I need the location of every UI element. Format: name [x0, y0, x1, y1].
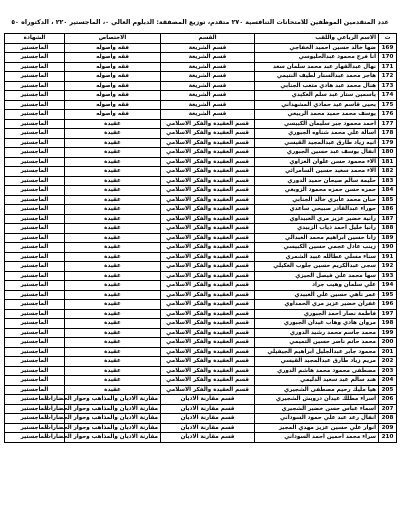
degree: الماجستير — [5, 157, 65, 167]
applicant-name: يوسف محمد حميد محمد الربيعي — [255, 110, 379, 120]
degree: الماجستير — [5, 129, 65, 139]
row-number: 201 — [379, 347, 397, 357]
header-num: ت — [379, 34, 397, 44]
table-row — [5, 347, 397, 357]
applicant-name: نهال عبدالقهار عبد محمد سلمان سعد — [255, 62, 379, 72]
department: قسم العقيدة والفكر الاسلامي — [161, 243, 255, 253]
applicant-name: حوراء عبدالقادر صبيحي ساعدي — [255, 205, 379, 215]
table-row — [5, 423, 397, 433]
applicant-name: يحيى قاسم عيد حمادي المشهداني — [255, 100, 379, 110]
specialization: عقيدة — [65, 138, 161, 148]
department: قسم العقيدة والفكر الاسلامي — [161, 138, 255, 148]
table-row — [5, 157, 397, 167]
department: قسم العقيدة والفكر الاسلامي — [161, 385, 255, 395]
table-row — [5, 214, 397, 224]
table-row — [5, 271, 397, 281]
row-number: 188 — [379, 224, 397, 234]
row-number: 199 — [379, 328, 397, 338]
department: قسم الشريعة — [161, 81, 255, 91]
table-row — [5, 91, 397, 101]
degree: الماجستير — [5, 224, 65, 234]
table-row — [5, 195, 397, 205]
department: قسم العقيدة والفكر الاسلامي — [161, 357, 255, 367]
department: قسم العقيدة والفكر الاسلامي — [161, 300, 255, 310]
table-row — [5, 138, 397, 148]
table-row — [5, 252, 397, 262]
table-row — [5, 338, 397, 348]
table-row — [5, 366, 397, 376]
department: قسم العقيدة والفكر الاسلامي — [161, 119, 255, 129]
specialization: عقيدة — [65, 347, 161, 357]
specialization: عقيدة — [65, 148, 161, 158]
specialization: عقيدة — [65, 328, 161, 338]
applicant-name: زانا حسين ابراهيم محمد العبدالي — [255, 233, 379, 243]
department: قسم العقيدة والفكر الاسلامي — [161, 271, 255, 281]
table-row — [5, 319, 397, 329]
row-number: 204 — [379, 376, 397, 386]
table-row — [5, 395, 397, 405]
table-row — [5, 119, 397, 129]
department: قسم العقيدة والفكر الاسلامي — [161, 366, 255, 376]
degree: الماجستير — [5, 252, 65, 262]
row-number: 191 — [379, 252, 397, 262]
specialization: عقيدة — [65, 157, 161, 167]
specialization: عقيدة — [65, 338, 161, 348]
degree: الماجستير — [5, 72, 65, 82]
degree: الماجستير — [5, 138, 65, 148]
degree: الماجستير — [5, 328, 65, 338]
specialization: عقيدة — [65, 205, 161, 215]
applicant-name: محمود جابر عبدالجليل ابراهيم الجيفيلي — [255, 347, 379, 357]
header-spec: الاختصاص — [65, 34, 161, 44]
degree: الماجستير — [5, 167, 65, 177]
row-number: 192 — [379, 262, 397, 272]
department: قسم العقيدة والفكر الاسلامي — [161, 328, 255, 338]
department: قسم العقيدة والفكر الاسلامي — [161, 148, 255, 158]
department: قسم العقيدة والفكر الاسلامي — [161, 167, 255, 177]
degree: الماجستير — [5, 110, 65, 120]
table-row — [5, 328, 397, 338]
specialization: عقيدة — [65, 290, 161, 300]
applicant-name: مصطفى محمود محمد هاشم الدوري — [255, 366, 379, 376]
applicant-name: سجى عبدالكريم حسين جلوب العكيلي — [255, 262, 379, 272]
specialization: عقيدة — [65, 319, 161, 329]
specialization: عقيدة — [65, 176, 161, 186]
applicant-name: حليمة سالم صيحان حميد الدوري — [255, 176, 379, 186]
row-number: 182 — [379, 167, 397, 177]
degree: الماجستير — [5, 205, 65, 215]
specialization: عقيدة — [65, 262, 161, 272]
degree: الماجستير — [5, 176, 65, 186]
applicant-name: هنال محمد عبد هادي متعب الجنابي — [255, 81, 379, 91]
applicant-name: رانيا خليل احمد ذياب الزبيدي — [255, 224, 379, 234]
specialization: فقه واصوله — [65, 72, 161, 82]
department: قسم العقيدة والفكر الاسلامي — [161, 376, 255, 386]
applicant-name: انفال يوسف عبد حسين الجبوري — [255, 148, 379, 158]
table-row — [5, 53, 397, 63]
header-name: الاسم الرباعي واللقب — [255, 34, 379, 44]
applicant-name: انفال رعد عبد علي حمود السوداني — [255, 414, 379, 424]
department: قسم العقيدة والفكر الاسلامي — [161, 290, 255, 300]
row-number: 183 — [379, 176, 397, 186]
applicant-name: انا فرج محمود عبدالحليوسي — [255, 53, 379, 63]
row-number: 200 — [379, 338, 397, 348]
degree: الماجستير — [5, 100, 65, 110]
table-row — [5, 148, 397, 158]
row-number: 208 — [379, 414, 397, 424]
department: قسم مقارنة الاديان — [161, 423, 255, 433]
specialization: فقه واصوله — [65, 110, 161, 120]
applicants-table — [4, 33, 397, 443]
table-header-row — [5, 34, 397, 44]
row-number: 173 — [379, 81, 397, 91]
department: قسم الشريعة — [161, 110, 255, 120]
applicant-name: حمزه حسن حمزه محمود الزوبعي — [255, 186, 379, 196]
table-row — [5, 43, 397, 53]
table-row — [5, 290, 397, 300]
specialization: عقيدة — [65, 252, 161, 262]
degree: الماجستير — [5, 347, 65, 357]
department: قسم الشريعة — [161, 100, 255, 110]
degree: الماجستير — [5, 319, 65, 329]
specialization: فقه واصوله — [65, 43, 161, 53]
department: قسم العقيدة والفكر الاسلامي — [161, 186, 255, 196]
specialization: عقيدة — [65, 271, 161, 281]
row-number: 194 — [379, 281, 397, 291]
degree: الماجستير — [5, 366, 65, 376]
degree: الماجستير — [5, 262, 65, 272]
table-row — [5, 81, 397, 91]
department: قسم العقيدة والفكر الاسلامي — [161, 347, 255, 357]
specialization: مقارنة الاديان والمذاهب وحوار الحضارات — [65, 395, 161, 405]
applicant-name: اسالة علي محمد شناوه الجبوري — [255, 129, 379, 139]
degree: الماجستير — [5, 271, 65, 281]
applicant-name: انوار علي حسين عزيز مهدي المجيز — [255, 423, 379, 433]
applicant-name: اسراء مطلك عيدان درويش الشجيري — [255, 395, 379, 405]
header-degree: الشهادة — [5, 34, 65, 44]
degree: الماجستير — [5, 281, 65, 291]
degree: الماجستير — [5, 423, 65, 433]
degree: الماجستير — [5, 376, 65, 386]
degree: الماجستير — [5, 53, 65, 63]
degree: الماجستير — [5, 414, 65, 424]
row-number: 169 — [379, 43, 397, 53]
department: قسم العقيدة والفكر الاسلامي — [161, 338, 255, 348]
row-number: 179 — [379, 138, 397, 148]
degree: الماجستير — [5, 404, 65, 414]
department: قسم الشريعة — [161, 72, 255, 82]
degree: الماجستير — [5, 214, 65, 224]
department: قسم الشريعة — [161, 43, 255, 53]
row-number: 205 — [379, 385, 397, 395]
specialization: عقيدة — [65, 281, 161, 291]
specialization: عقيدة — [65, 376, 161, 386]
specialization: فقه واصوله — [65, 100, 161, 110]
row-number: 176 — [379, 110, 397, 120]
degree: الماجستير — [5, 338, 65, 348]
specialization: عقيدة — [65, 243, 161, 253]
department: قسم العقيدة والفكر الاسلامي — [161, 195, 255, 205]
table-row — [5, 300, 397, 310]
header-dept: القسم — [161, 34, 255, 44]
applicant-name: زينب عادل عجمي حسين الكبيسي — [255, 243, 379, 253]
department: قسم العقيدة والفكر الاسلامي — [161, 309, 255, 319]
specialization: مقارنة الاديان والمذاهب وحوار الحضارات — [65, 414, 161, 424]
specialization: عقيدة — [65, 357, 161, 367]
department: قسم العقيدة والفكر الاسلامي — [161, 252, 255, 262]
applicant-name: محمد جاسم محمد رشيد الدوري — [255, 328, 379, 338]
table-row — [5, 62, 397, 72]
degree: الماجستير — [5, 62, 65, 72]
department: قسم مقارنة الاديان — [161, 414, 255, 424]
row-number: 193 — [379, 271, 397, 281]
row-number: 196 — [379, 300, 397, 310]
specialization: مقارنة الاديان والمذاهب وحوار الحضارات — [65, 433, 161, 443]
degree: الماجستير — [5, 91, 65, 101]
row-number: 184 — [379, 186, 397, 196]
department: قسم العقيدة والفكر الاسلامي — [161, 262, 255, 272]
degree: الماجستير — [5, 385, 65, 395]
row-number: 180 — [379, 148, 397, 158]
department: قسم مقارنة الاديان — [161, 433, 255, 443]
department: قسم الشريعة — [161, 91, 255, 101]
department: قسم العقيدة والفكر الاسلامي — [161, 233, 255, 243]
row-number: 203 — [379, 366, 397, 376]
specialization: عقيدة — [65, 309, 161, 319]
table-row — [5, 233, 397, 243]
table-row — [5, 224, 397, 234]
degree: الماجستير — [5, 119, 65, 129]
applicant-name: هاجر محمد عبدالستار لطيف النتيمي — [255, 72, 379, 82]
specialization: عقيدة — [65, 233, 161, 243]
document-title: عدد المتقدمين الموظفين للامتحانات التنافسية ٢٧٠ متقدم، توزيع المصفقة: الدبلوم العالي ٠، الماجستير ٢٢٠ ، الدكتوراه ٥٠ — [11, 19, 389, 26]
applicant-name: سراء محمد احمين احمد السوداني — [255, 433, 379, 443]
specialization: عقيدة — [65, 300, 161, 310]
degree: الماجستير — [5, 233, 65, 243]
table-row — [5, 404, 397, 414]
applicant-name: الاء محمود حسن علوان العزاوي — [255, 157, 379, 167]
specialization: عقيدة — [65, 119, 161, 129]
degree: الماجستير — [5, 43, 65, 53]
specialization: عقيدة — [65, 167, 161, 177]
applicant-name: محمد حاتم ناصر حسين التميمي — [255, 338, 379, 348]
applicant-name: سناء مسلي عطالله عبيد الشمري — [255, 252, 379, 262]
table-row — [5, 176, 397, 186]
degree: الماجستير — [5, 309, 65, 319]
applicant-name: ياسمين ستار عبد سلم العكيدي — [255, 91, 379, 101]
degree: الماجستير — [5, 290, 65, 300]
department: قسم العقيدة والفكر الاسلامي — [161, 157, 255, 167]
department: قسم العقيدة والفكر الاسلامي — [161, 319, 255, 329]
table-row — [5, 100, 397, 110]
applicant-name: احمد محمود جبر سليمان الكبيسي — [255, 119, 379, 129]
applicant-name: هيا مليك رحيم مصطفى الشجيري — [255, 385, 379, 395]
applicant-name: مروان هادي وهاب غيدان الجبوري — [255, 319, 379, 329]
department: قسم مقارنة الاديان — [161, 395, 255, 405]
applicant-name: علي سلمان وهيب جراد — [255, 281, 379, 291]
specialization: عقيدة — [65, 195, 161, 205]
table-row — [5, 72, 397, 82]
specialization: فقه واصوله — [65, 81, 161, 91]
specialization: عقيدة — [65, 214, 161, 224]
row-number: 171 — [379, 62, 397, 72]
row-number: 185 — [379, 195, 397, 205]
table-row — [5, 433, 397, 443]
degree: الماجستير — [5, 81, 65, 91]
row-number: 195 — [379, 290, 397, 300]
specialization: عقيدة — [65, 129, 161, 139]
row-number: 181 — [379, 157, 397, 167]
row-number: 187 — [379, 214, 397, 224]
applicant-name: هند سالم عبد سعيد الدليمي — [255, 376, 379, 386]
table-row — [5, 357, 397, 367]
specialization: عقيدة — [65, 385, 161, 395]
table-row — [5, 110, 397, 120]
degree: الماجستير — [5, 243, 65, 253]
degree: الماجستير — [5, 357, 65, 367]
applicant-name: حنان محمد عابري خالد الجنابي — [255, 195, 379, 205]
applicant-name: سها محمد علي فيصل الجيزي — [255, 271, 379, 281]
row-number: 177 — [379, 119, 397, 129]
row-number: 189 — [379, 233, 397, 243]
table-row — [5, 281, 397, 291]
row-number: 197 — [379, 309, 397, 319]
department: قسم العقيدة والفكر الاسلامي — [161, 224, 255, 234]
applicant-name: انيه زياد طارق عبدالمجيد القيسي — [255, 138, 379, 148]
specialization: عقيدة — [65, 186, 161, 196]
row-number: 174 — [379, 91, 397, 101]
row-number: 170 — [379, 53, 397, 63]
row-number: 186 — [379, 205, 397, 215]
department: قسم الشريعة — [161, 62, 255, 72]
row-number: 206 — [379, 395, 397, 405]
table-row — [5, 186, 397, 196]
table-row — [5, 167, 397, 177]
degree: الماجستير — [5, 433, 65, 443]
row-number: 178 — [379, 129, 397, 139]
degree: الماجستير — [5, 148, 65, 158]
department: قسم مقارنة الاديان — [161, 404, 255, 414]
table-row — [5, 205, 397, 215]
row-number: 175 — [379, 100, 397, 110]
applicant-name: فاطمة نصار احمد الجبوري — [255, 309, 379, 319]
row-number: 207 — [379, 404, 397, 414]
applicant-name: الاء محمد سعيد حسين السامرائي — [255, 167, 379, 177]
table-row — [5, 376, 397, 386]
row-number: 198 — [379, 319, 397, 329]
specialization: عقيدة — [65, 224, 161, 234]
table-row — [5, 309, 397, 319]
department: قسم العقيدة والفكر الاسلامي — [161, 176, 255, 186]
table-row — [5, 129, 397, 139]
applicant-name: اسماء عباس حسن خضير الشجيري — [255, 404, 379, 414]
department: قسم الشريعة — [161, 53, 255, 63]
degree: الماجستير — [5, 395, 65, 405]
applicant-name: غفران خضير عزيز مري الحمداوي — [255, 300, 379, 310]
applicant-name: عمر ناهي حسين علي العبيدي — [255, 290, 379, 300]
department: قسم العقيدة والفكر الاسلامي — [161, 129, 255, 139]
row-number: 190 — [379, 243, 397, 253]
table-row — [5, 385, 397, 395]
row-number: 210 — [379, 433, 397, 443]
department: قسم العقيدة والفكر الاسلامي — [161, 281, 255, 291]
department: قسم العقيدة والفكر الاسلامي — [161, 214, 255, 224]
applicant-name: ضها خالد حسين احميد الخفاجي — [255, 43, 379, 53]
table-body — [5, 43, 397, 442]
degree: الماجستير — [5, 195, 65, 205]
applicant-name: رانية خضير عزيز مري العبيداوي — [255, 214, 379, 224]
applicant-name: مريم زياد طارق عبدالمجيد القيسي — [255, 357, 379, 367]
table-row — [5, 262, 397, 272]
row-number: 202 — [379, 357, 397, 367]
degree: الماجستير — [5, 186, 65, 196]
department: قسم العقيدة والفكر الاسلامي — [161, 205, 255, 215]
specialization: مقارنة الاديان والمذاهب وحوار الحضارات — [65, 423, 161, 433]
specialization: فقه واصوله — [65, 53, 161, 63]
degree: الماجستير — [5, 300, 65, 310]
table-row — [5, 243, 397, 253]
specialization: مقارنة الاديان والمذاهب وحوار الحضارات — [65, 404, 161, 414]
table-row — [5, 414, 397, 424]
specialization: عقيدة — [65, 366, 161, 376]
specialization: فقه واصوله — [65, 62, 161, 72]
specialization: فقه واصوله — [65, 91, 161, 101]
row-number: 172 — [379, 72, 397, 82]
row-number: 209 — [379, 423, 397, 433]
